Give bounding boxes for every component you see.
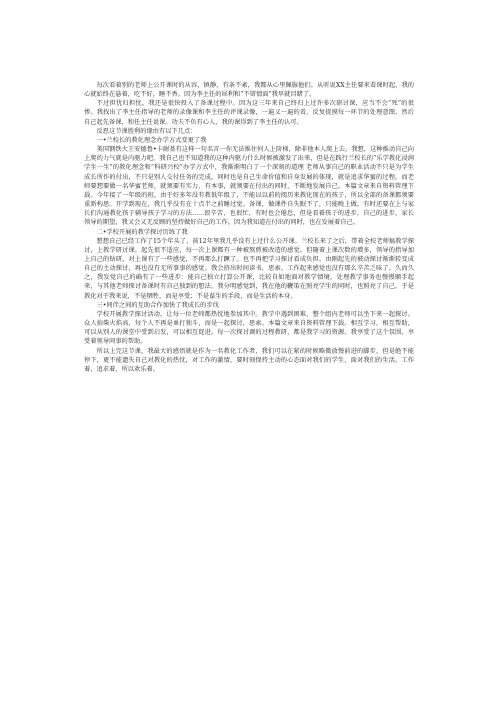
paragraph-reflection-lead: 反思这节课胜利的缘由有以下几点： — [96, 127, 197, 135]
document-page — [84, 81, 414, 374]
paragraph-section-3: 学校开展教学探讨活动，让每一位老师都热忱地参加其中。教学中遇到困难，整个组内老师可以坐下来一起探讨。众人拾柴火焰高，每个人不再是单打独斗，而是一起探讨，思索。本篇文章来自资料管理下载。相互学习，相互帮助，可以从别人的课堂中受到启发，可以相互促进。每一次探讨调的过程教研，都是我学习的资源。我享受了这个氛围，享受着领导同事的帮助。 — [84, 310, 414, 346]
paragraph-section-2: 想想自己已经工作了15个年头了，前12年里我几乎没有上过什么公开课。兰校长来了之后，带着全校老师搞教学探讨，上教学研讨课。起先很不适应，每一次上课都有一种被熬煎被改造的感觉。但随着上课次数的增多，领导的指导加上自己的钻研，对上课有了一些感觉，不再那么打蹶了。也不再把学习探讨看成负担。由刚起先的被动探讨渐渐转变成自己的主动探讨，再也没有无所事事的感觉。我会挤出时间读书，思索。工作起来感觉也没有那么辛苦乏味了。久而久之，我发觉自己的确有了一些进步：能自己独立打算公开课，比较自如地面对教学情境，处理教学事务也慢慢顺手起来，与其他老师探讨备课时有自己独到的想法。我分明感觉到，我在他的鞭策在照亮学生的同时，也照亮了自己。于是教化对于我来说，不是牺牲，而是享受；不是谋生的手段，而是生活的本身。 — [84, 237, 414, 300]
section-heading-1: 一•兰校长的教化理念办学方式变更了我 — [96, 136, 207, 144]
paragraph-intro: 每次看着别的老师上公开课时的从容，镇静，有条不紊，我都从心里佩服他们。从听说XX主任要来看课时起，我的心就始终在悬着，吃不好，睡不香。因为李主任的犀利和“不留情面”我早就目睹了。 — [84, 82, 414, 99]
paragraph-preparation: 不过担忧归担忧，我还是很快投入了备课过程中。因为这三年来自己终归上过许多次研讨课，应当不会“死”的很惨。我找出了李主任指导的老师的录像课和李主任的评课录像，一遍又一遍的看，反复捉摸每一环节的处理意图。然后自己起先备课，和任主任说课。功夫不负有心人，我的课得到了李主任的认可。 — [84, 100, 414, 126]
section-heading-2: 二•学校开展的教学探讨历练了我 — [96, 228, 188, 236]
paragraph-conclusion: 所以上完这节课，我最大的感悟就是作为一名教化工作者，我们可以在紧的时候略微放慢前进的脚步，但是绝不能停下，更不能遗失自己对教化的热忱，对工作的激情，要时刻保持主动的心态面对我们的学生，面对我们的生活。工作着，追求着，所以欢乐着。 — [84, 347, 414, 373]
section-heading-3: 三•同伴之间的互助合作加快了我成长的步伐 — [96, 301, 219, 309]
paragraph-section-1: 美国钢铁大王安德鲁•卡耐基有这样一句名言一你无法推住何人上阶梯，除非他本人爬上去。我想，这种推动自己向上爬的力气就是内驱力吧。我自己也不知道我的这种内驱力什么时候被激发了出来，但是在践行兰校长的“乐学教化浸润学生一生”的教化理念和“科研兴校”办学方式中，我渐渐明白了一个深刻的道理 老师从事自己的职业活动不只是为学生成长所作的付出，不只是别人交付任务的完成，同时也是自己生命价值和自身发展的体现，就是追求华蜜的过程。而老师要想要做一名华蜜老师，就须要有实力、有本事，就须要在付出的同时，不断地发展自己。本篇文章来自资料管理下载。今年接了一年级的班，由于好多年没有教低年级了，不能以以前的阅历来教化现在的孩子，所以全部的备课都须要重新构思。开学到现在，我几乎没有在十点半之前睡过觉。备课，做课件自失眠不了，只能晚上做。有时还要在上与家长们沟通教化孩子辅导孩子学习的方法......很辛苦，也很忙，有时也会倦怠，但是看着孩子的进步，自己的进步，家长领导的期望，我又会又无反顾的坚持做好自己的工作。因为我知道在付出的同时，也在发展着自己。 — [84, 146, 414, 227]
